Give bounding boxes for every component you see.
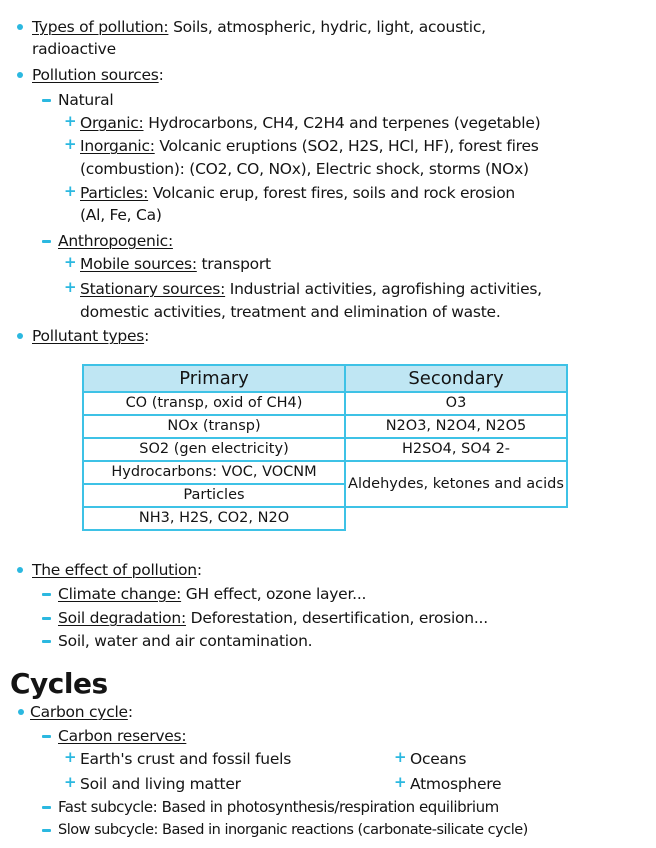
fast-subcycle-line: Fast subcycle: Based in photosynthesis/respiration equilibrium <box>58 798 499 816</box>
table-row <box>83 415 567 438</box>
organic-line <box>80 113 540 133</box>
stationary-sources-text: Industrial activities, agrofishing activities, <box>225 280 542 298</box>
anthropogenic-line <box>58 231 173 251</box>
bullet-dot-icon <box>17 72 23 78</box>
inorganic-line <box>80 136 539 156</box>
bullet-dash-icon <box>42 806 51 809</box>
mobile-sources-text: transport <box>196 255 271 273</box>
bullet-dot-icon <box>17 567 23 573</box>
bullet-dash-icon <box>42 735 51 738</box>
reserve-item: Earth's crust and fossil fuels <box>80 750 292 768</box>
table-row <box>83 507 567 530</box>
bullet-dot-icon <box>18 709 24 715</box>
pollutant-types-label: Pollutant types <box>32 327 145 345</box>
pollutant-types-line <box>32 326 149 346</box>
inorganic-continued: (combustion): (CO2, CO, NOx), Electric shock, storms (NOx) <box>80 160 529 178</box>
carbon-cycle-label: Carbon cycle <box>30 703 128 721</box>
mobile-sources-label: Mobile sources: <box>80 255 197 273</box>
pollutant-types-suffix: : <box>144 327 150 345</box>
particles-text: Volcanic erup, forest fires, soils and rock erosion <box>148 184 516 202</box>
table-cell-primary: CO (transp, oxid of CH4) <box>83 392 345 415</box>
soil-degradation-text: Deforestation, desertification, erosion... <box>185 609 488 627</box>
soil-degradation-line <box>58 608 488 628</box>
bullet-plus-icon: + <box>64 253 77 271</box>
table-header-row <box>83 365 567 392</box>
bullet-dash-icon <box>42 640 51 643</box>
bullet-plus-icon: + <box>64 748 77 766</box>
table-header-primary: Primary <box>83 365 345 392</box>
table-cell-secondary: O3 <box>345 392 567 415</box>
climate-change-text: GH effect, ozone layer... <box>181 585 367 603</box>
bullet-dash-icon <box>42 617 51 620</box>
anthropogenic-label: Anthropogenic: <box>58 232 173 250</box>
reserve-item: Oceans <box>410 750 467 768</box>
carbon-reserves-line <box>58 726 186 746</box>
table-cell-primary: Particles <box>83 484 345 507</box>
table-row <box>83 461 567 484</box>
stationary-sources-continued: domestic activities, treatment and elimination of waste. <box>80 303 501 321</box>
soil-degradation-label: Soil degradation: <box>58 609 186 627</box>
bullet-dash-icon <box>42 593 51 596</box>
inorganic-text: Volcanic eruptions (SO2, H2S, HCl, HF), forest fires <box>154 137 539 155</box>
slow-subcycle-line: Slow subcycle: Based in inorganic reactions (carbonate-silicate cycle) <box>58 822 528 838</box>
bullet-plus-icon: + <box>64 112 77 130</box>
table-cell-secondary: H2SO4, SO4 2- <box>345 438 567 461</box>
climate-change-line <box>58 584 366 604</box>
pollution-sources-label: Pollution sources <box>32 66 159 84</box>
carbon-reserves-label: Carbon reserves: <box>58 727 187 745</box>
mobile-sources-line <box>80 254 271 274</box>
stationary-sources-line <box>80 279 542 299</box>
table-row <box>83 392 567 415</box>
bullet-dot-icon <box>17 24 23 30</box>
pollution-types-text: Soils, atmospheric, hydric, light, acoustic, <box>168 18 486 36</box>
bullet-plus-icon: + <box>64 278 77 296</box>
cycles-heading: Cycles <box>10 667 108 700</box>
climate-change-label: Climate change: <box>58 585 182 603</box>
table-header-secondary: Secondary <box>345 365 567 392</box>
table-cell-primary: Hydrocarbons: VOC, VOCNM <box>83 461 345 484</box>
bullet-dash-icon <box>42 240 51 243</box>
carbon-cycle-suffix: : <box>127 703 133 721</box>
pollution-sources-line <box>32 65 164 85</box>
table-cell-primary: NH3, H2S, CO2, N2O <box>83 507 345 530</box>
inorganic-label: Inorganic: <box>80 137 155 155</box>
reserve-item: Atmosphere <box>410 775 502 793</box>
particles-line <box>80 183 515 203</box>
bullet-plus-icon: + <box>394 748 407 766</box>
bullet-plus-icon: + <box>394 773 407 791</box>
bullet-dot-icon <box>17 333 23 339</box>
pollution-sources-suffix: : <box>158 66 164 84</box>
contamination-line: Soil, water and air contamination. <box>58 632 313 650</box>
table-cell-primary: SO2 (gen electricity) <box>83 438 345 461</box>
natural-label: Natural <box>58 91 114 109</box>
table-cell-empty <box>345 507 567 530</box>
table-cell-primary: NOx (transp) <box>83 415 345 438</box>
pollution-types-continued: radioactive <box>32 40 116 58</box>
effect-suffix: : <box>196 561 202 579</box>
pollution-types-label: Types of pollution: <box>32 18 169 36</box>
bullet-plus-icon: + <box>64 773 77 791</box>
reserve-item: Soil and living matter <box>80 775 241 793</box>
organic-text: Hydrocarbons, CH4, C2H4 and terpenes (vegetable) <box>143 114 541 132</box>
stationary-sources-label: Stationary sources: <box>80 280 226 298</box>
carbon-cycle-line <box>30 702 133 722</box>
bullet-plus-icon: + <box>64 135 77 153</box>
particles-continued: (Al, Fe, Ca) <box>80 206 162 224</box>
effect-label: The effect of pollution <box>32 561 197 579</box>
particles-label: Particles: <box>80 184 149 202</box>
table-cell-secondary: Aldehydes, ketones and acids <box>345 461 567 507</box>
pollution-types-line <box>32 17 486 37</box>
bullet-plus-icon: + <box>64 182 77 200</box>
pollutant-types-table <box>82 364 568 531</box>
effect-line <box>32 560 202 580</box>
organic-label: Organic: <box>80 114 144 132</box>
bullet-dash-icon <box>42 99 51 102</box>
table-cell-secondary: N2O3, N2O4, N2O5 <box>345 415 567 438</box>
bullet-dash-icon <box>42 829 51 832</box>
table-row <box>83 438 567 461</box>
